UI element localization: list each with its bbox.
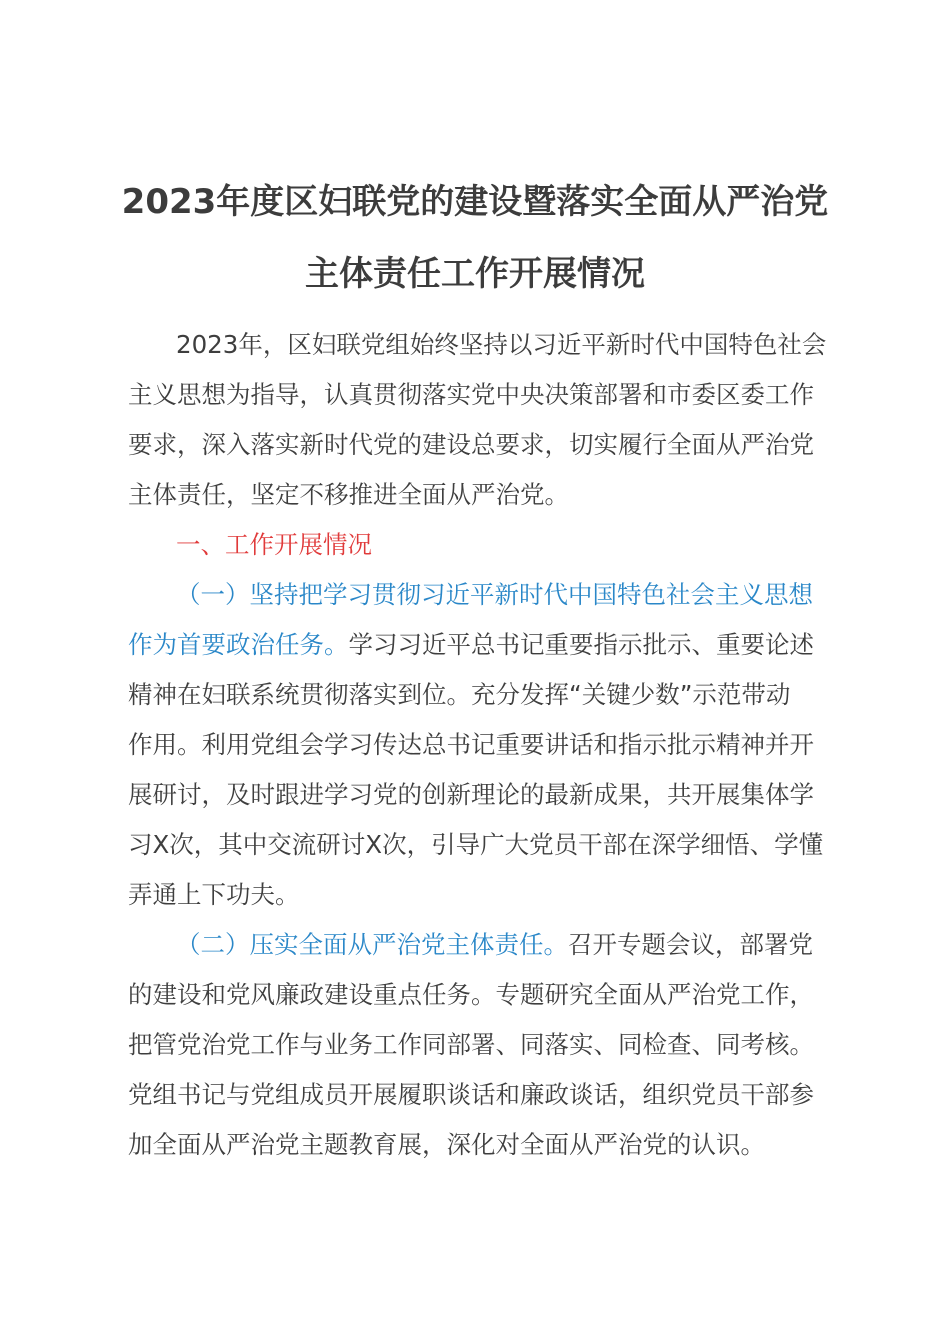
document-title-line-2: 主体责任工作开展情况 [305, 254, 645, 294]
item2-line-1 [176, 920, 813, 970]
item2-line-3: 把管党治党工作与业务工作同部署、同落实、同检查、同考核。 [128, 1030, 814, 1059]
intro-line-2: 主义思想为指导，认真贯彻落实党中央决策部署和市委区委工作 [128, 380, 814, 409]
item2-line-4: 党组书记与党组成员开展履职谈话和廉政谈话，组织党员干部参 [128, 1080, 814, 1109]
section-heading: 一、工作开展情况 [176, 530, 372, 559]
intro-line-4: 主体责任，坚定不移推进全面从严治党。 [128, 480, 569, 509]
item2-line-1-text: 召开专题会议，部署党 [568, 930, 813, 959]
item1-line-3: 精神在妇联系统贯彻落实到位。充分发挥“关键少数”示范带动 [128, 680, 791, 709]
document-title-line-1: 2023年度区妇联党的建设暨落实全面从严治党 [121, 182, 829, 222]
item1-line-5: 展研讨，及时跟进学习党的创新理论的最新成果，共开展集体学 [128, 780, 814, 809]
item2-line-5: 加全面从严治党主题教育展，深化对全面从严治党的认识。 [128, 1130, 765, 1159]
item1-line-7: 弄通上下功夫。 [128, 880, 300, 909]
item1-heading-line-1: （一）坚持把学习贯彻习近平新时代中国特色社会主义思想 [176, 580, 813, 609]
item1-line-4: 作用。利用党组会学习传达总书记重要讲话和指示批示精神并开 [128, 730, 814, 759]
item2-heading: （二）压实全面从严治党主体责任。 [176, 930, 568, 959]
item2-line-2: 的建设和党风廉政建设重点任务。专题研究全面从严治党工作， [128, 980, 814, 1009]
item1-line-6: 习X次，其中交流研讨X次，引导广大党员干部在深学细悟、学懂 [128, 830, 824, 859]
item1-line-2 [128, 620, 814, 670]
intro-line-3: 要求，深入落实新时代党的建设总要求，切实履行全面从严治党 [128, 430, 814, 459]
item1-line-2-text: 学习习近平总书记重要指示批示、重要论述 [348, 630, 814, 659]
item1-heading-line-2: 作为首要政治任务。 [128, 630, 349, 659]
intro-line-1: 2023年，区妇联党组始终坚持以习近平新时代中国特色社会 [176, 330, 827, 359]
